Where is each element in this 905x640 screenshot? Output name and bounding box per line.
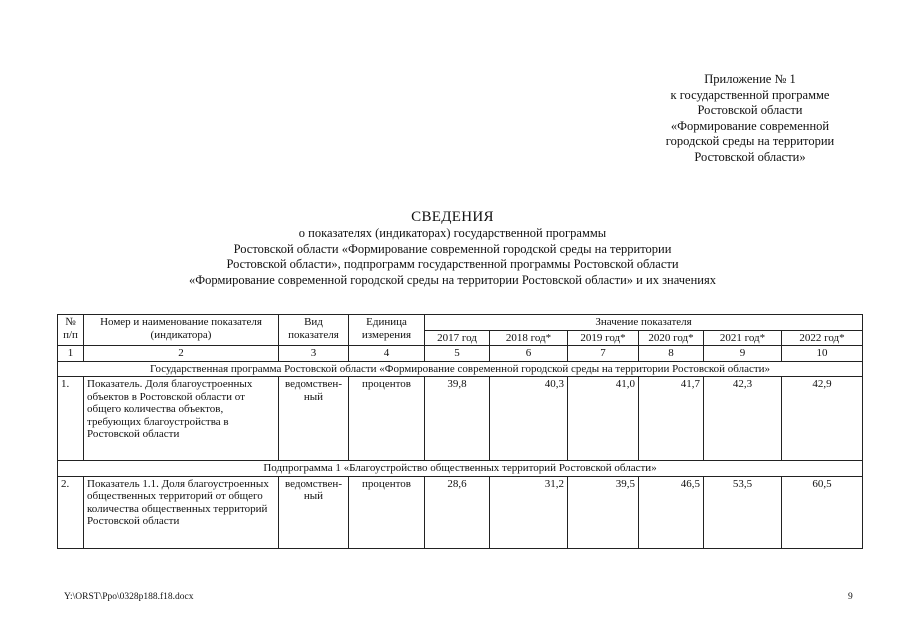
column-number: 1 bbox=[58, 346, 84, 362]
column-number: 9 bbox=[704, 346, 782, 362]
footer-file-path: Y:\ORST\Ppo\0328p188.f18.docx bbox=[64, 592, 194, 602]
row-type: ведомствен-ный bbox=[279, 377, 349, 461]
column-number: 8 bbox=[639, 346, 704, 362]
column-number: 7 bbox=[568, 346, 639, 362]
appendix-line: Ростовской области bbox=[697, 103, 803, 117]
column-number: 3 bbox=[279, 346, 349, 362]
appendix-line: городской среды на территории bbox=[665, 134, 835, 148]
page-number: 9 bbox=[848, 592, 853, 602]
row-unit: процентов bbox=[349, 377, 425, 461]
row-value: 46,5 bbox=[639, 476, 704, 548]
row-value: 41,7 bbox=[639, 377, 704, 461]
row-num: 1. bbox=[58, 377, 84, 461]
title-line: «Формирование современной городской среды на территории Ростовской области» и их значениях bbox=[189, 272, 716, 287]
row-name: Показатель. Доля благоустроенных объектов в Ростовской области от общего количества объектов, требующих благоустройства в Ростовской области bbox=[84, 377, 279, 461]
header-name: Номер и наименование показателя (индикатора) bbox=[84, 315, 279, 346]
section-title: Государственная программа Ростовской области «Формирование современной городской среды на территории Ростовской области» bbox=[58, 361, 863, 377]
row-value: 41,0 bbox=[568, 377, 639, 461]
section-row bbox=[58, 361, 863, 377]
row-num: 2. bbox=[58, 476, 84, 548]
row-value: 42,9 bbox=[782, 377, 863, 461]
row-value: 42,3 bbox=[704, 377, 782, 461]
document-title-block bbox=[0, 208, 905, 288]
table-row bbox=[58, 476, 863, 548]
row-value: 39,5 bbox=[568, 476, 639, 548]
section-row bbox=[58, 461, 863, 477]
header-year: 2017 год bbox=[425, 330, 490, 346]
appendix-line: Приложение № 1 bbox=[704, 72, 796, 86]
column-number: 4 bbox=[349, 346, 425, 362]
header-year: 2020 год* bbox=[639, 330, 704, 346]
header-type: Вид показателя bbox=[279, 315, 349, 346]
appendix-block bbox=[620, 72, 880, 165]
indicators-table bbox=[57, 314, 863, 549]
column-numbers-row bbox=[58, 346, 863, 362]
header-year: 2021 год* bbox=[704, 330, 782, 346]
row-name: Показатель 1.1. Доля благоустроенных общественных территорий от общего количества общественных территорий Ростовской области bbox=[84, 476, 279, 548]
row-unit: процентов bbox=[349, 476, 425, 548]
header-year: 2019 год* bbox=[568, 330, 639, 346]
column-number: 6 bbox=[490, 346, 568, 362]
header-unit: Единица измерения bbox=[349, 315, 425, 346]
row-value: 60,5 bbox=[782, 476, 863, 548]
column-number: 5 bbox=[425, 346, 490, 362]
table-header-row bbox=[58, 315, 863, 331]
appendix-line: к государственной программе bbox=[670, 87, 830, 102]
column-number: 10 bbox=[782, 346, 863, 362]
header-num: № п/п bbox=[58, 315, 84, 346]
header-values-group: Значение показателя bbox=[425, 315, 863, 331]
row-type: ведомствен-ный bbox=[279, 476, 349, 548]
row-value: 53,5 bbox=[704, 476, 782, 548]
header-year: 2022 год* bbox=[782, 330, 863, 346]
table-row bbox=[58, 377, 863, 461]
title-line: Ростовской области», подпрограмм государственной программы Ростовской области bbox=[226, 257, 679, 271]
row-value: 39,8 bbox=[425, 377, 490, 461]
row-value: 28,6 bbox=[425, 476, 490, 548]
header-year: 2018 год* bbox=[490, 330, 568, 346]
row-value: 31,2 bbox=[490, 476, 568, 548]
document-title: СВЕДЕНИЯ bbox=[411, 209, 494, 225]
appendix-line: Ростовской области» bbox=[694, 149, 806, 164]
section-title: Подпрограмма 1 «Благоустройство общественных территорий Ростовской области» bbox=[58, 461, 863, 477]
title-line: о показателях (индикаторах) государственной программы bbox=[298, 226, 607, 240]
appendix-line: «Формирование современной bbox=[670, 118, 830, 133]
title-line: Ростовской области «Формирование современной городской среды на территории bbox=[233, 241, 672, 256]
row-value: 40,3 bbox=[490, 377, 568, 461]
column-number: 2 bbox=[84, 346, 279, 362]
